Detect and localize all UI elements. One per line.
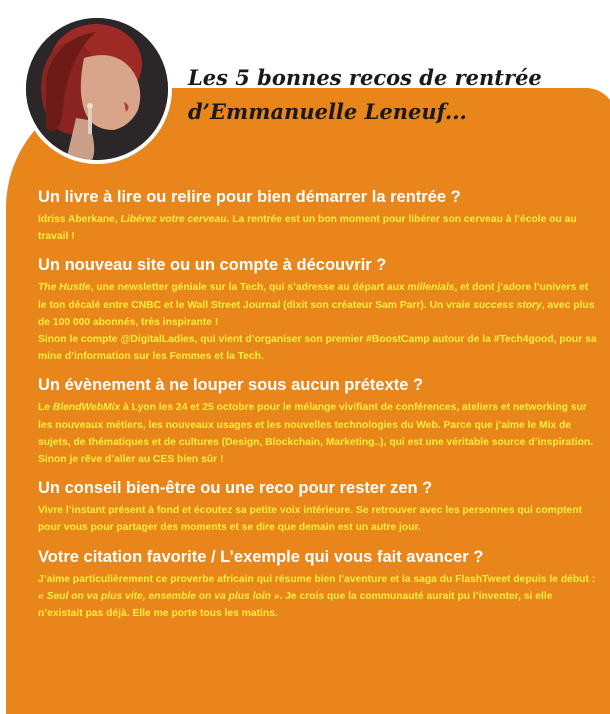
text-segment: à Lyon les 24 et 25 octobre pour le mélange vivifiant de conférences, ateliers et networking sur les nouveaux métiers, les nouveaux usages et les nouvelles technologies du Web. Parce que j’aime le Mix de sujets, de thématiques et de cultures (Design, Blockchain, Marketing..), qui est une véritable source d’inspiration. Sinon je rêve d’aller au CES bien sûr ! [38,402,594,466]
text-segment: J’aime particulièrement ce proverbe africain qui résume bien l’aventure et la saga du FlashTweet depuis le début : [38,573,596,585]
answer-text [38,211,598,245]
italic-text: « Seul on va plus vite, ensemble on va plus loin » [38,590,280,602]
section-quote [38,547,598,623]
text-segment: Idriss Aberkane, [38,214,121,225]
text-segment: , et dont j’adore l’univers et le ton décalé entre CNBC et le Wall Street Journal (dixit son créateur Sam Parr). Un vraie [38,282,589,311]
section-book [38,187,598,245]
question-heading: Un évènement à ne louper sous aucun prétexte ? [38,376,424,395]
answer-text [38,279,598,365]
text-segment: , avec plus de 100 000 abonnés, très inspirante ! [38,299,595,328]
italic-text: Libérez votre cerveau [120,214,227,225]
question-heading: Votre citation favorite / L’exemple qui vous fait avancer ? [38,547,484,566]
answer-text [38,502,598,536]
italic-text: success story [473,299,542,311]
italic-text: millenials [407,282,455,294]
italic-text: The Hustle [38,282,91,294]
text-segment: Sinon le compte @DigitalLadies, qui vient d’organiser son premier #BoostCamp autour de la #Tech4good, pour sa mine d’information sur les Femmes et la Tech. [38,334,597,363]
section-wellbeing [38,478,598,536]
italic-text: BlendWebMix [52,402,121,414]
title-line-2: d’Emmanuelle Leneuf... [188,99,467,124]
question-heading: Un conseil bien-être ou une reco pour rester zen ? [38,479,433,498]
title-line-1: Les 5 bonnes recos de rentrée [188,65,542,90]
answer-text [38,571,598,623]
avatar [22,14,172,164]
content [38,187,598,632]
answer-text [38,399,598,468]
text-segment: . La rentrée est un bon moment pour libérer son cerveau à l’école ou au travail ! [38,214,577,243]
section-site [38,255,598,365]
text-segment: . Je crois que la communauté aurait pu l’inventer, si elle n’existait pas déjà. Elle me porte tous les matins. [38,590,553,620]
text-segment: Vivre l’instant présent à fond et écoutez sa petite voix intérieure. Se retrouver avec les personnes qui comptent pour vous pour partager des moments et se dire que demain est un autre jour. [38,505,583,534]
header [188,62,603,124]
text-segment: , une newsletter géniale sur la Tech, qui s’adresse au départ aux [90,282,408,294]
section-event [38,375,598,468]
question-heading: Un livre à lire ou relire pour bien démarrer la rentrée ? [38,188,461,206]
question-heading: Un nouveau site ou un compte à découvrir ? [38,256,387,275]
text-segment: Le [38,402,53,414]
